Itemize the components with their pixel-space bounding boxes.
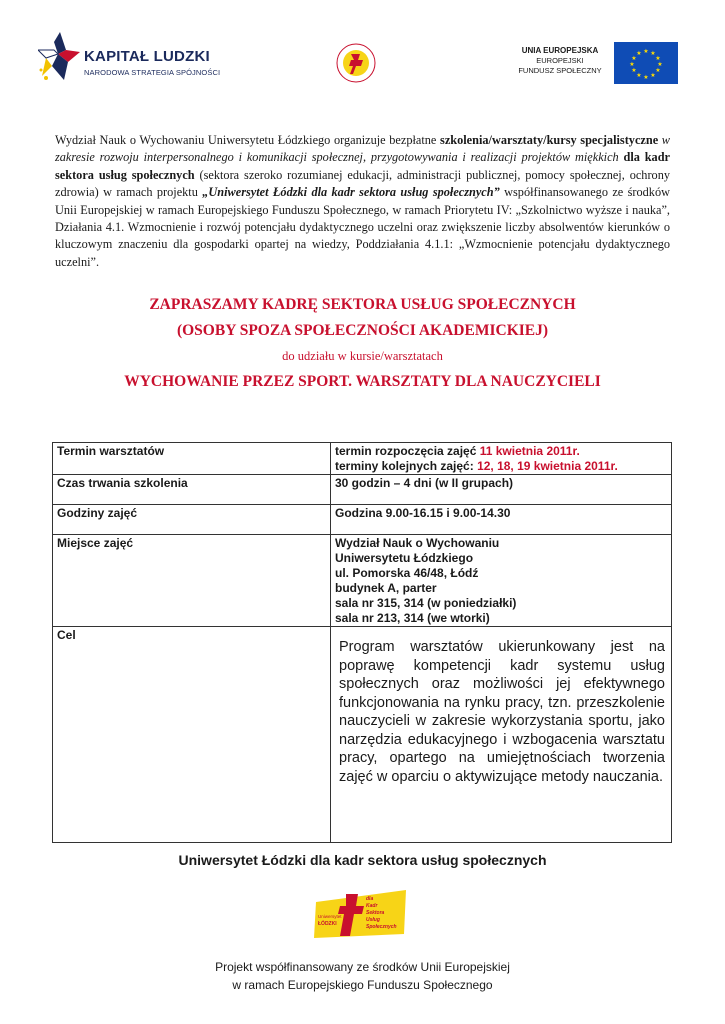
project-logo-univ-small: Uniwersytet	[318, 914, 342, 919]
project-logo-icon	[312, 888, 410, 940]
eu-flag-icon	[614, 42, 678, 84]
miejsce-line: budynek A, parter	[335, 581, 437, 595]
intro-text-1: Wydział Nauk o Wychowaniu Uniwersytetu Łódzkiego organizuje bezpłatne	[55, 133, 441, 147]
bottom-project-title: Uniwersytet Łódzki dla kadr sektora usług społecznych	[178, 852, 547, 868]
eu-fund-text	[510, 46, 610, 76]
miejsce-line: Uniwersytetu Łódzkiego	[335, 551, 474, 565]
footer-line2: w ramach Europejskiego Funduszu Społecznego	[232, 978, 493, 992]
project-logo-univ-big: ŁÓDZKI	[318, 921, 337, 927]
godziny-value: Godzina 9.00-16.15 i 9.00-14.30	[331, 505, 672, 535]
svg-text:★: ★	[629, 61, 635, 68]
project-logo	[312, 888, 410, 940]
miejsce-label: Miejsce zajęć	[53, 535, 331, 627]
table-row-cel	[53, 627, 672, 843]
footer	[0, 958, 725, 994]
subline-participation: do udziału w kursie/warsztatach	[282, 349, 443, 363]
svg-text:★: ★	[643, 74, 649, 81]
termin-next-prefix: terminy kolejnych zajęć:	[335, 459, 478, 473]
svg-text:★: ★	[655, 67, 661, 74]
eu-line2: EUROPEJSKI	[536, 56, 584, 65]
headline-audience: (OSOBY SPOZA SPOŁECZNOŚCI AKADEMICKIEJ)	[176, 322, 549, 339]
kapital-ludzki-star-icon	[38, 32, 80, 84]
svg-text:★: ★	[631, 55, 637, 62]
svg-text:★: ★	[643, 48, 649, 55]
intro-project-name: „Uniwersytet Łódzki dla kadr sektora usług społecznych”	[202, 185, 500, 200]
godziny-label: Godziny zajęć	[53, 505, 331, 535]
project-logo-line: Społecznych	[366, 924, 397, 930]
cel-value	[331, 627, 672, 843]
cel-text: Program warsztatów ukierunkowany jest na poprawę kompetencji kadr systemu usług społecznych oraz możliwości jej efektywnego funkcjonowania na rynku pracy, tzn. przeszkolenie nauczycieli w zakresie wykorzystania sportu, jako narzędzia edukacyjnego i wzbogacenia warsztatu pracy, opartego na umiejętnościach tworzenia zajęć w oparciu o aktywizujące metody nauczania.	[339, 639, 665, 785]
svg-text:★: ★	[657, 61, 663, 68]
table-row-miejsce	[53, 535, 672, 627]
intro-italic-1: w zakresie rozwoju interpersonalnego i komunikacji społecznej, przygotowywania i realizacji projektów miękkich	[55, 133, 671, 165]
kapital-ludzki-logo	[38, 32, 228, 87]
intro-paragraph	[55, 132, 670, 271]
intro-text-2: (sektora szeroko rozumianej edukacji, administracji publicznej, pomocy społecznej, ochrony zdrowia) w ramach projektu	[55, 167, 670, 200]
footer-line1: Projekt współfinansowany ze środków Unii Europejskiej	[215, 960, 510, 974]
project-logo-line: Usług	[366, 917, 380, 923]
termin-start-prefix: termin rozpoczęcia zajęć	[335, 444, 480, 458]
table-row-termin	[53, 443, 672, 475]
intro-bold-1: szkolenia/warsztaty/kursy specjalistyczne	[440, 133, 659, 147]
termin-value	[331, 443, 672, 475]
project-logo-line: Sektora	[366, 910, 385, 916]
table-row-godziny	[53, 505, 672, 535]
termin-start-date: 11 kwietnia 2011r.	[479, 444, 580, 458]
cel-label: Cel	[53, 627, 331, 843]
svg-text:★: ★	[650, 72, 656, 79]
svg-text:★: ★	[636, 50, 642, 57]
svg-text:★: ★	[650, 50, 656, 57]
course-info-table	[52, 442, 672, 843]
university-seal-logo	[336, 40, 376, 86]
svg-text:★: ★	[631, 67, 637, 74]
miejsce-line: Wydział Nauk o Wychowaniu	[335, 536, 500, 550]
headline-invitation: ZAPRASZAMY KADRĘ SEKTORA USŁUG SPOŁECZNYCH	[149, 296, 576, 313]
miejsce-line: ul. Pomorska 46/48, Łódź	[335, 566, 479, 580]
svg-text:★: ★	[655, 55, 661, 62]
project-logo-line: Kadr	[366, 903, 378, 909]
table-row-czas	[53, 475, 672, 505]
headline-course-title: WYCHOWANIE PRZEZ SPORT. WARSZTATY DLA NAUCZYCIELI	[124, 373, 601, 390]
university-seal-icon	[336, 40, 376, 86]
termin-label: Termin warsztatów	[53, 443, 331, 475]
eu-line1: UNIA EUROPEJSKA	[521, 46, 599, 55]
kapital-ludzki-title: KAPITAŁ LUDZKI	[84, 48, 210, 65]
eu-fund-logo	[510, 40, 678, 86]
czas-value: 30 godzin – 4 dni (w II grupach)	[331, 475, 672, 505]
miejsce-value	[331, 535, 672, 627]
eu-line3: FUNDUSZ SPOŁECZNY	[518, 66, 602, 75]
miejsce-line: sala nr 213, 314 (we wtorki)	[335, 611, 490, 625]
termin-next-dates: 12, 18, 19 kwietnia 2011r.	[477, 459, 618, 473]
intro-text-3: współfinansowanego ze środków Unii Europejskiej w ramach Europejskiego Funduszu Społecznego, w ramach Priorytetu IV: „Szkolnictwo wyższe i nauka”, Działania 4.1. Wzmocnienie i rozwój potencjału dydaktycznego uczelni oraz zwiększenie liczby absolwentów kierunków o kluczowym znaczeniu dla gospodarki opartej na wiedzy, Poddziałania 4.1.1: „Wzmocnienie potencjału dydaktycznego uczelni”.	[55, 185, 670, 269]
intro-bold-2: dla kadr sektora usług społecznych	[55, 150, 670, 182]
czas-label: Czas trwania szkolenia	[53, 475, 331, 505]
miejsce-line: sala nr 315, 314 (w poniedziałki)	[335, 596, 517, 610]
svg-text:★: ★	[636, 72, 642, 79]
kapital-ludzki-subtitle: NARODOWA STRATEGIA SPÓJNOŚCI	[84, 68, 221, 77]
project-logo-line: dla	[366, 896, 374, 902]
